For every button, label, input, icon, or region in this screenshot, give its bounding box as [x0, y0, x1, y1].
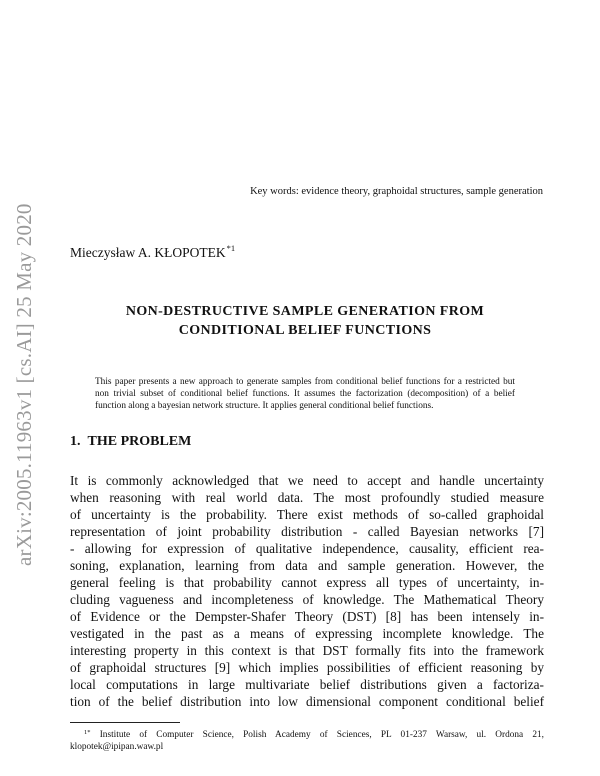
abstract: This paper presents a new approach to generate samples from conditional belief functions for a restricted but non trivial subset of conditional belief functions. It assumes the factorization (decomposition) of a belief function along a bayesian network structure. It applies general conditional belief functions.	[95, 377, 515, 411]
body-line: It is commonly acknowledged that we need to accept and handle uncertainty	[70, 473, 544, 488]
author-name: Mieczysław A. KŁOPOTEK	[70, 245, 226, 260]
footnote-mark: 1*	[84, 729, 91, 736]
body-line: of uncertainty is the probability. There exist methods of so-called graphoidal	[70, 507, 544, 522]
body-line: vestigated in the past as a means of expressing incomplete knowledge. The	[70, 626, 544, 641]
section-title: THE PROBLEM	[87, 434, 192, 449]
body-line: when reasoning with real world data. The most profoundly studied measure	[70, 490, 544, 505]
keywords: Key words: evidence theory, graphoidal structures, sample generation	[250, 186, 543, 197]
footnote	[70, 727, 544, 753]
body-paragraph	[70, 472, 544, 710]
paper-title	[70, 302, 540, 340]
body-line: representation of joint probability distribution - called Bayesian networks [7]	[70, 524, 544, 539]
body-line: cluding vagueness and incompleteness of knowledge. The Mathematical Theory	[70, 592, 544, 607]
arxiv-stamp: arXiv:2005.11963v1 [cs.AI] 25 May 2020	[12, 203, 36, 566]
footnote-rule	[70, 722, 180, 723]
body-line: general feeling is that probability cannot express all types of uncertainty, in-	[70, 575, 544, 590]
author-line	[70, 243, 235, 261]
author-footnote-mark: *1	[226, 243, 236, 253]
section-number: 1.	[70, 434, 81, 449]
footnote-line	[70, 727, 544, 742]
body-line: local computations in large multivariate belief distributions given a factoriza-	[70, 677, 544, 692]
body-line: soning, explanation, learning from data and sample generation. However, the	[70, 558, 544, 573]
section-heading	[70, 434, 191, 450]
footnote-affiliation: Institute of Computer Science, Polish Academy of Sciences, PL 01-237 Warsaw, ul. Ordona 21,	[99, 730, 544, 740]
body-line: tion of the belief distribution into low dimensional component conditional belief	[70, 694, 544, 709]
title-line: NON-DESTRUCTIVE SAMPLE GENERATION FROM	[125, 304, 485, 319]
body-line: of Evidence or the Dempster-Shafer Theory (DST) [8] has been intensely in-	[70, 609, 544, 624]
title-line: CONDITIONAL BELIEF FUNCTIONS	[178, 323, 432, 338]
body-line: of graphoidal structures [9] which implies possibilities of efficient reasoning by	[70, 660, 544, 675]
body-line: - allowing for expression of qualitative independence, causality, efficient rea-	[70, 541, 544, 556]
footnote-email: klopotek@ipipan.waw.pl	[70, 741, 164, 752]
body-line: interesting property in this context is that DST formally fits into the framework	[70, 643, 544, 658]
